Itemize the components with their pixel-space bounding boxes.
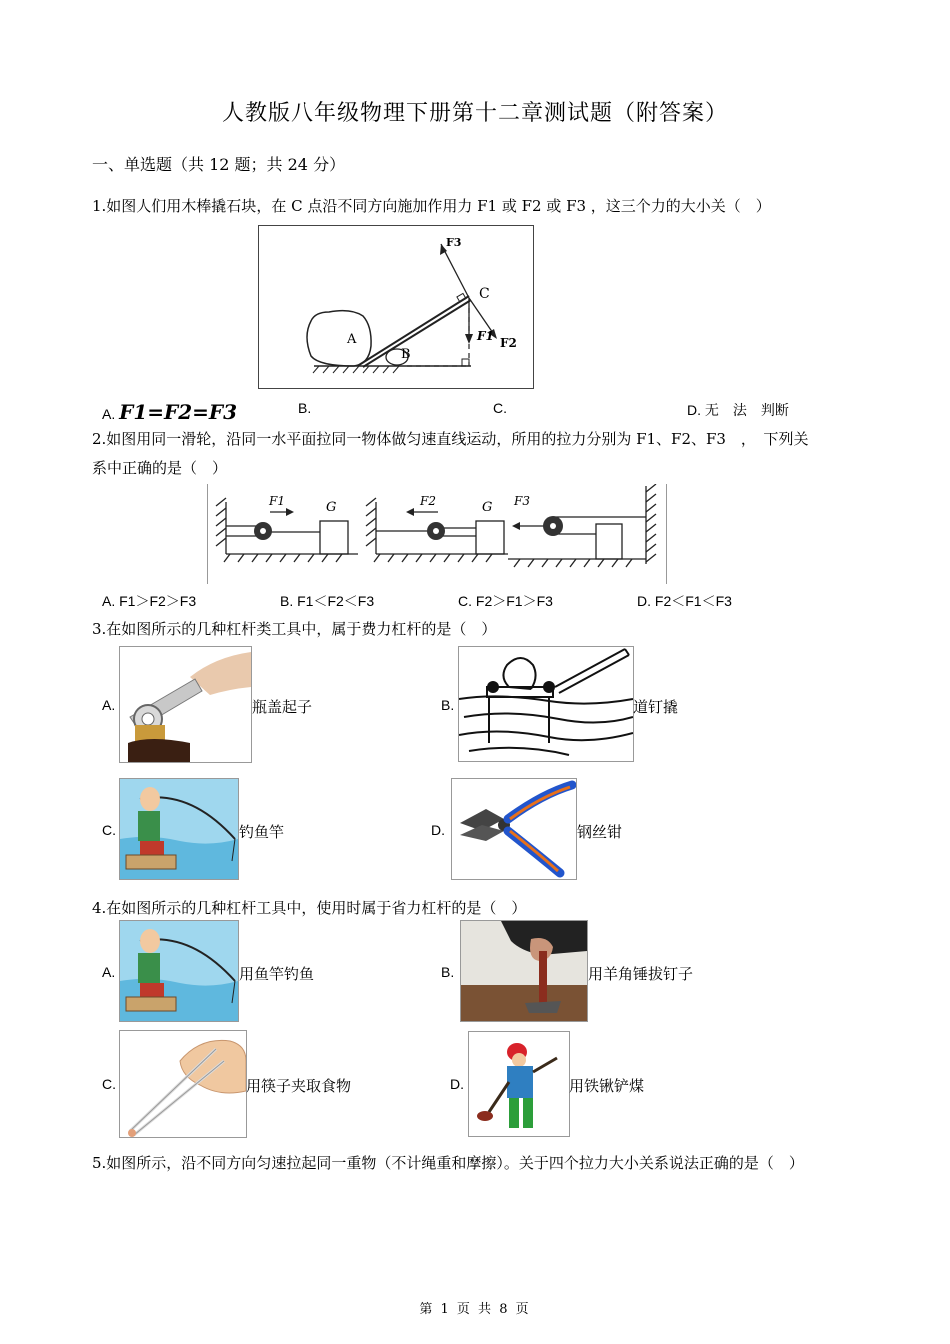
- pulley-label-f2: F2: [420, 494, 436, 508]
- bottle-opener-image: [119, 646, 252, 763]
- q4-option-c-text: 用筷子夹取食物: [246, 1077, 352, 1095]
- q4-option-d[interactable]: D.: [450, 1076, 464, 1092]
- question-2-stem-line2: 系中正确的是（ ）: [92, 459, 228, 477]
- section-heading: 一、单选题（共 12 题；共 24 分）: [92, 155, 346, 174]
- page-title: 人教版八年级物理下册第十二章测试题（附答案）: [221, 101, 728, 126]
- question-3-stem: 3.在如图所示的几种杠杆类工具中，属于费力杠杆的是（ ）: [92, 620, 497, 638]
- q1-option-b[interactable]: B.: [298, 400, 312, 416]
- claw-hammer-image: [460, 920, 588, 1022]
- q4-option-c[interactable]: C.: [102, 1076, 116, 1092]
- pulley-label-g2: G: [482, 500, 493, 515]
- q4-option-a-text: 用鱼竿钓鱼: [239, 965, 315, 983]
- question-2-stem-line1: 2.如图用同一滑轮，沿同一水平面拉同一物体做匀速直线运动，所用的拉力分别为 F1、F2、F3 ， 下列关: [92, 430, 809, 448]
- q4-option-d-text: 用铁锹铲煤: [569, 1077, 645, 1095]
- q3-option-d-text: 钢丝钳: [577, 823, 623, 841]
- lever-rock-figure: [258, 225, 534, 389]
- q1-option-c[interactable]: C.: [493, 400, 507, 416]
- q1-option-a-formula: F1=F2=F3: [119, 400, 237, 424]
- q3-option-c-text: 钓鱼竿: [239, 823, 285, 841]
- question-5-stem: 5.如图所示，沿不同方向匀速拉起同一重物（不计绳重和摩擦）。关于四个拉力大小关系说法正确的是（ ）: [92, 1154, 804, 1172]
- q2-option-a[interactable]: A. F1＞F2＞F3: [102, 593, 197, 609]
- q2-option-c[interactable]: C. F2＞F1＞F3: [458, 593, 553, 609]
- pulley-label-f3: F3: [514, 494, 530, 508]
- q3-option-b-text: 道钉撬: [633, 698, 679, 716]
- q4-option-a[interactable]: A.: [102, 964, 116, 980]
- rail-spike-puller-image: [458, 646, 634, 762]
- q3-option-c[interactable]: C.: [102, 822, 116, 838]
- fishing-image: [119, 920, 239, 1022]
- label-f1: F1: [477, 329, 494, 343]
- q1-option-a[interactable]: A. F1=F2=F3: [102, 400, 237, 424]
- label-a: A: [347, 332, 357, 347]
- page-footer: 第 1 页 共 8 页: [419, 1302, 531, 1317]
- q4-option-b[interactable]: B.: [441, 964, 455, 980]
- pliers-image: [451, 778, 577, 880]
- pulley-label-f1: F1: [269, 494, 285, 508]
- question-4-stem: 4.在如图所示的几种杠杆工具中，使用时属于省力杠杆的是（ ）: [92, 899, 527, 917]
- q2-option-b[interactable]: B. F1＜F2＜F3: [280, 593, 375, 609]
- shovel-image: [468, 1031, 570, 1137]
- q3-option-a[interactable]: A.: [102, 697, 116, 713]
- pulley-label-g1: G: [326, 500, 337, 515]
- q3-option-d[interactable]: D.: [431, 822, 445, 838]
- label-f3: F3: [446, 236, 462, 249]
- fishing-rod-image: [119, 778, 239, 880]
- pulley-figure: [207, 484, 667, 584]
- label-f2: F2: [500, 336, 517, 350]
- q3-option-b[interactable]: B.: [441, 697, 455, 713]
- q1-option-d[interactable]: D. 无 法 判断: [687, 402, 789, 418]
- q4-option-b-text: 用羊角锤拔钉子: [588, 965, 694, 983]
- label-c: C: [479, 286, 490, 302]
- label-b: B: [401, 347, 411, 362]
- question-1-stem: 1.如图人们用木棒撬石块，在 C 点沿不同方向施加作用力 F1 或 F2 或 F3 ，这三个力的大小关（ ）: [92, 197, 771, 215]
- chopsticks-image: [119, 1030, 247, 1138]
- q2-option-d[interactable]: D. F2＜F1＜F3: [637, 593, 732, 609]
- q3-option-a-text: 瓶盖起子: [252, 698, 313, 716]
